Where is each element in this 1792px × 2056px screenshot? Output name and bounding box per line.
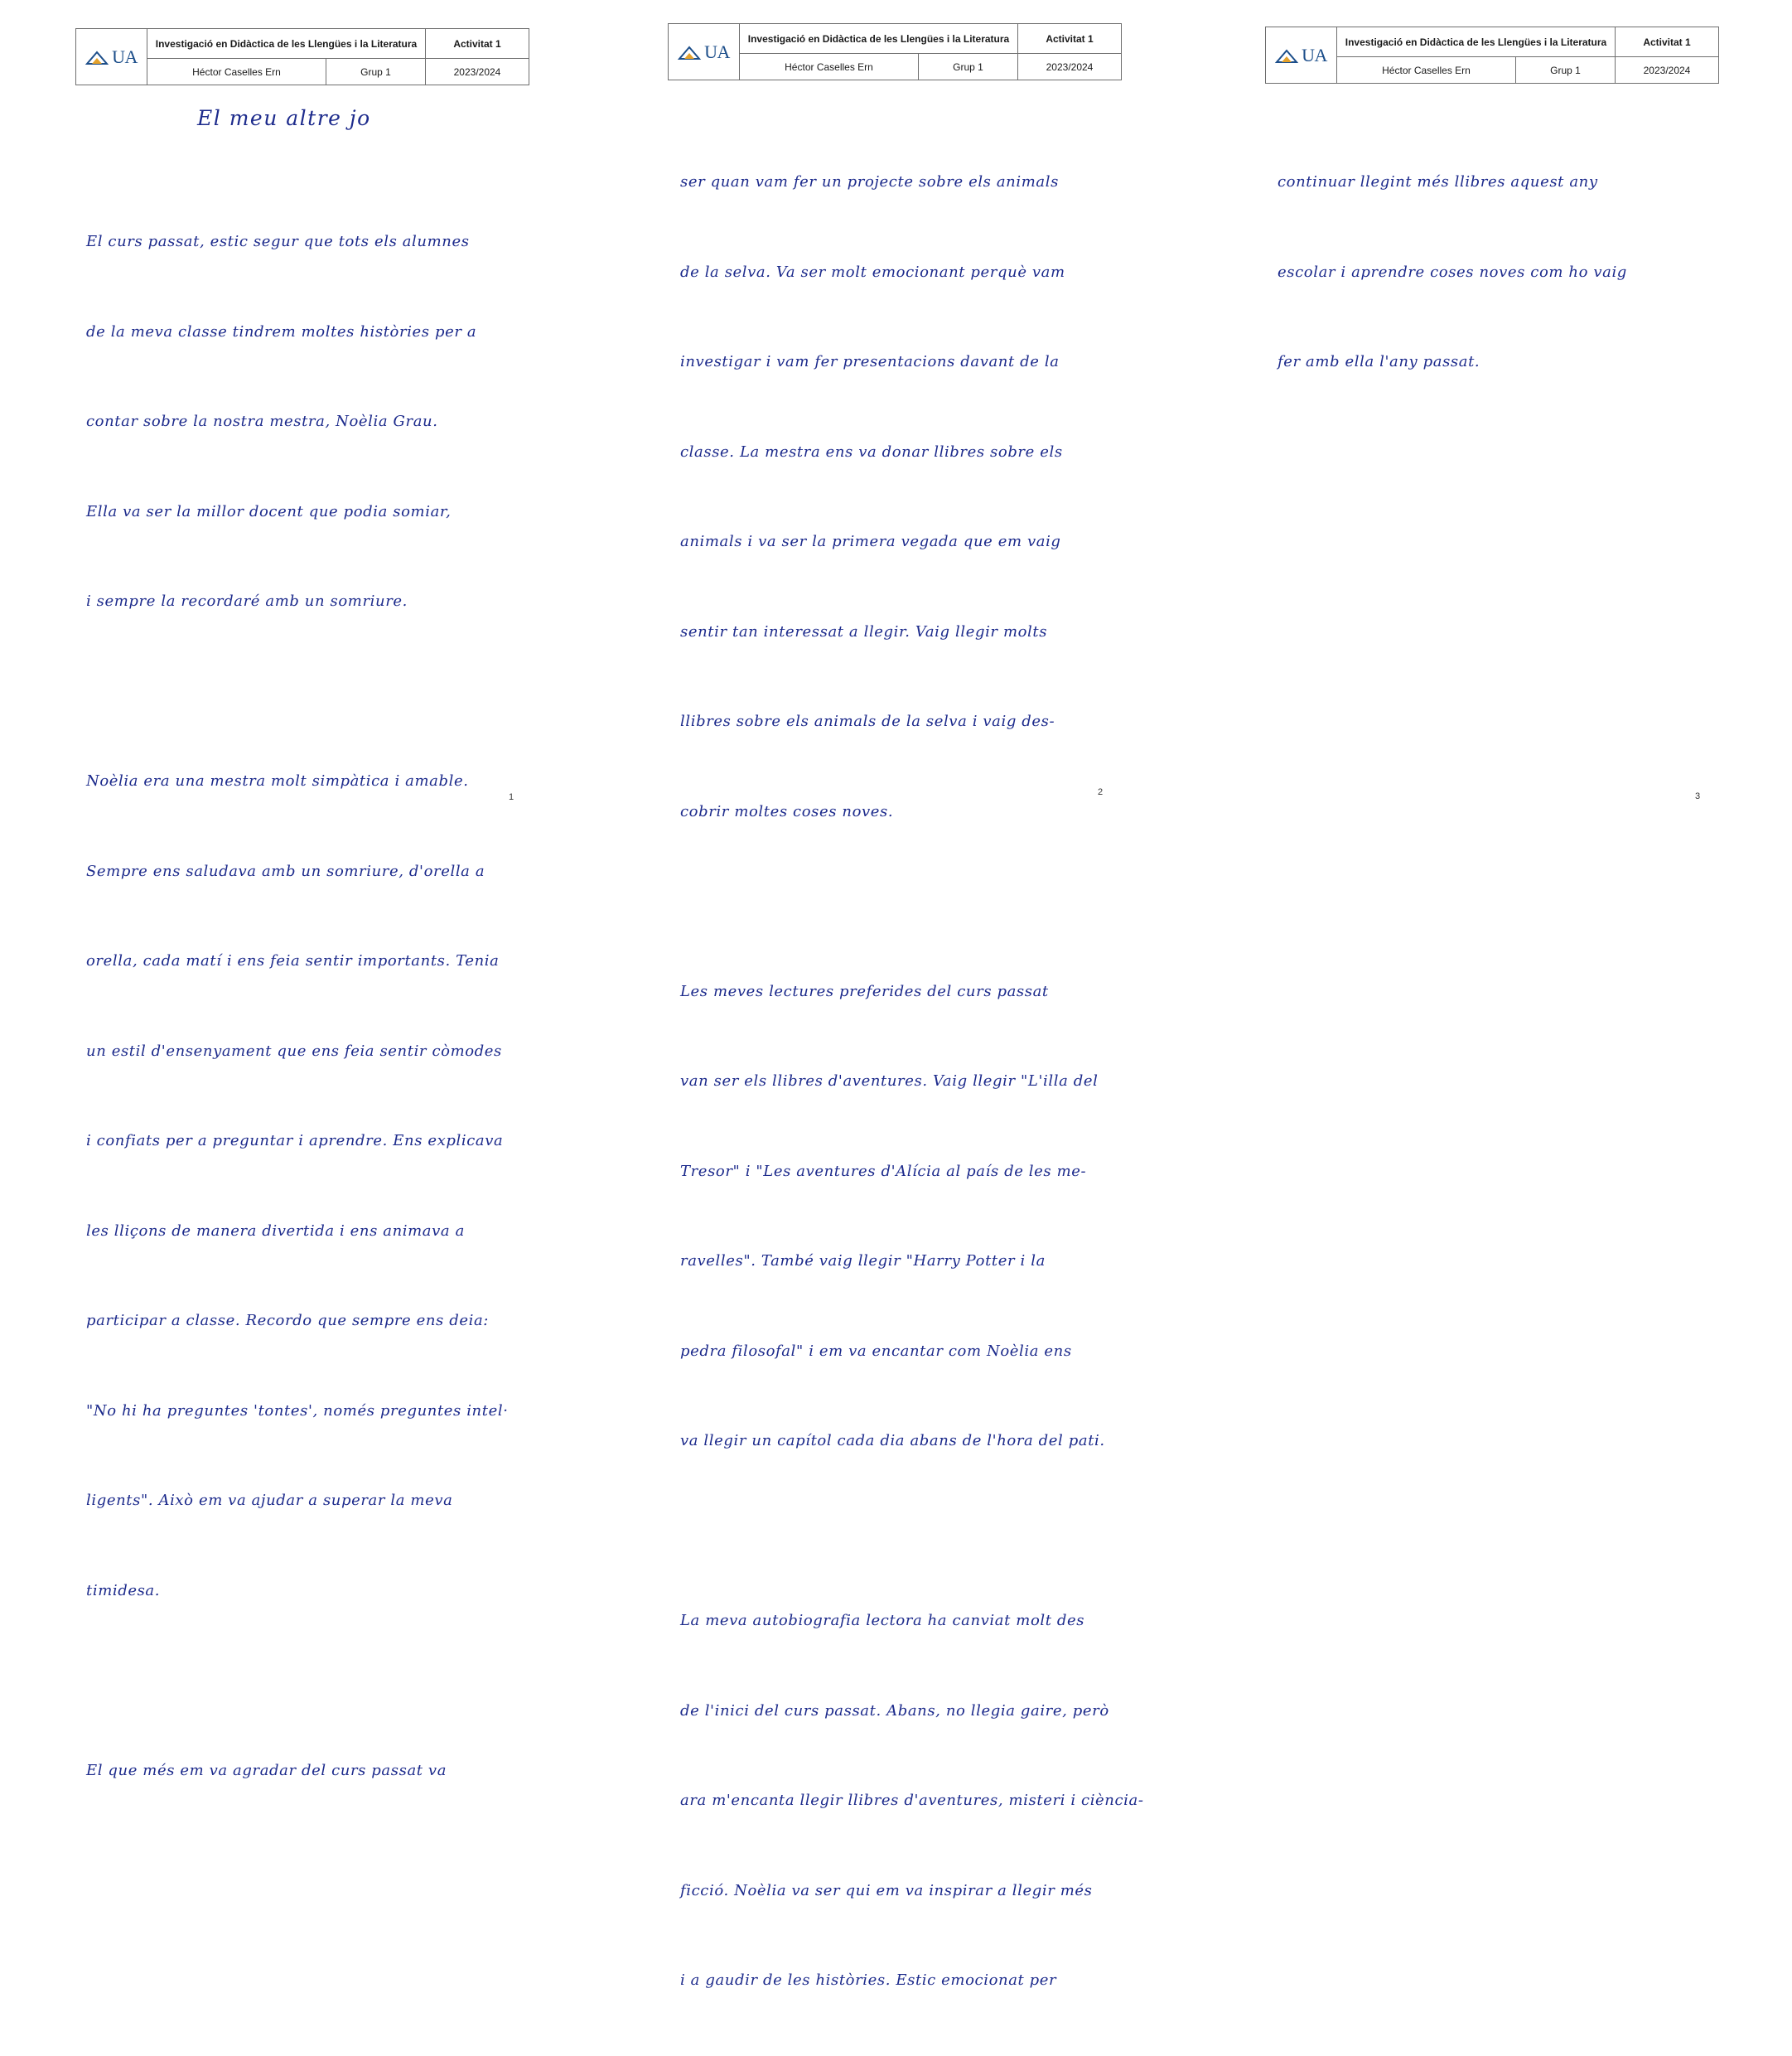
text-line: i confiats per a preguntar i aprendre. Ens explicava <box>86 1132 504 1149</box>
text-line: El curs passat, estic segur que tots els alumnes <box>86 233 470 250</box>
activity-label: Activitat 1 <box>1616 27 1718 57</box>
text-line: ficció. Noèlia va ser qui em va inspirar a llegir més <box>680 1881 1093 1899</box>
logo-text: UA <box>1302 44 1327 65</box>
university-logo <box>669 24 740 80</box>
text-line: de l'inici del curs passat. Abans, no llegia gaire, però <box>680 1701 1109 1720</box>
text-line: Noèlia era una mestra molt simpàtica i amable. <box>86 772 469 790</box>
text-line: Sempre ens saludava amb un somriure, d'orella a <box>86 862 485 880</box>
text-line: ser quan vam fer un projecte sobre els animals <box>680 173 1059 191</box>
text-line: van ser els llibres d'aventures. Vaig llegir "L'illa del <box>680 1072 1099 1090</box>
course-title: Investigació en Didàctica de les Llengües i la Literatura <box>1337 27 1616 57</box>
text-line: va llegir un capítol cada dia abans de l'hora del pati. <box>680 1432 1105 1449</box>
page-number: 1 <box>509 792 514 802</box>
page-header-table <box>668 23 1122 80</box>
text-line: sentir tan interessat a llegir. Vaig llegir molts <box>680 622 1048 641</box>
document-page-3 <box>1195 0 1792 829</box>
text-line: Tresor" i "Les aventures d'Alícia al país de les me- <box>680 1162 1087 1180</box>
text-line: llibres sobre els animals de la selva i vaig des- <box>680 713 1055 730</box>
logo-mark-icon <box>85 49 109 65</box>
activity-label: Activitat 1 <box>426 29 529 59</box>
page-number: 2 <box>1098 787 1104 797</box>
page-header-table <box>75 28 529 85</box>
text-line: El que més em va agradar del curs passat va <box>86 1761 447 1779</box>
document-page-1 <box>0 0 597 1779</box>
student-name: Héctor Caselles Ern <box>1337 57 1516 83</box>
text-line: animals i va ser la primera vegada que em vaig <box>680 533 1061 550</box>
text-line: i a gaudir de les històries. Estic emocionat per <box>680 1971 1057 1989</box>
text-line: participar a classe. Recordo que sempre ens deia: <box>86 1312 489 1329</box>
text-line: "No hi ha preguntes 'tontes', només preguntes intel· <box>86 1401 509 1420</box>
academic-year: 2023/2024 <box>1643 64 1691 76</box>
text-line: un estil d'ensenyament que ens feia sentir còmodes <box>86 1042 502 1060</box>
student-name: Héctor Caselles Ern <box>147 59 326 85</box>
group-label: Grup 1 <box>326 59 426 85</box>
university-logo <box>1266 27 1337 83</box>
essay-title: El meu altre jo <box>197 106 371 130</box>
text-line: pedra filosofal" i em va encantar com Noèlia ens <box>680 1342 1072 1360</box>
text-line <box>680 1517 1144 1547</box>
university-logo <box>76 29 147 85</box>
text-line: classe. La mestra ens va donar llibres sobre els <box>680 443 1063 461</box>
text-line: Les meves lectures preferides del curs passat <box>680 982 1049 1000</box>
text-line: les lliçons de manera divertida i ens animava a <box>86 1222 465 1240</box>
handwritten-text-page-3 <box>1278 108 1627 438</box>
handwritten-text-page-1 <box>86 167 509 1846</box>
text-line: investigar i vam fer presentacions davant de la <box>680 353 1060 370</box>
student-name: Héctor Caselles Ern <box>740 54 919 80</box>
handwritten-text-page-2 <box>680 108 1144 2056</box>
logo-mark-icon <box>1275 47 1298 64</box>
text-line: timidesa. <box>86 1581 161 1599</box>
academic-year: 2023/2024 <box>453 65 501 78</box>
text-line: contar sobre la nostra mestra, Noèlia Grau. <box>86 413 438 430</box>
text-line <box>680 887 1144 917</box>
text-line: ara m'encanta llegir llibres d'aventures, misteri i ciència- <box>680 1792 1144 1809</box>
logo-text: UA <box>704 41 730 62</box>
text-line: orella, cada matí i ens feia sentir importants. Tenia <box>86 952 500 970</box>
text-line: La meva autobiografia lectora ha canviat molt des <box>680 1612 1085 1629</box>
text-line <box>86 1666 509 1696</box>
text-line: continuar llegint més llibres aquest any <box>1278 173 1598 191</box>
text-line: fer amb ella l'any passat. <box>1278 353 1480 370</box>
logo-text: UA <box>112 46 138 67</box>
group-label: Grup 1 <box>1516 57 1616 83</box>
page-header-table <box>1265 27 1719 84</box>
text-line: i sempre la recordaré amb un somriure. <box>86 593 408 610</box>
text-line: ravelles". També vaig llegir "Harry Potter i la <box>680 1252 1046 1270</box>
logo-mark-icon <box>678 44 701 60</box>
text-line: de la selva. Va ser molt emocionant perquè vam <box>680 263 1065 281</box>
text-line: de la meva classe tindrem moltes històries per a <box>86 322 477 341</box>
text-line: Ella va ser la millor docent que podia somiar, <box>86 502 452 520</box>
course-title: Investigació en Didàctica de les Llengües i la Literatura <box>740 24 1018 54</box>
text-line: ligents". Això em va ajudar a superar la meva <box>86 1492 453 1509</box>
group-label: Grup 1 <box>919 54 1018 80</box>
page-number: 3 <box>1695 791 1701 801</box>
course-title: Investigació en Didàctica de les Llengües i la Literatura <box>147 29 426 59</box>
activity-label: Activitat 1 <box>1018 24 1121 54</box>
text-line: escolar i aprendre coses noves com ho vaig <box>1278 263 1627 281</box>
text-line: cobrir moltes coses noves. <box>680 802 894 820</box>
text-line <box>86 677 509 708</box>
academic-year: 2023/2024 <box>1046 60 1094 73</box>
document-page-2 <box>597 0 1195 1989</box>
